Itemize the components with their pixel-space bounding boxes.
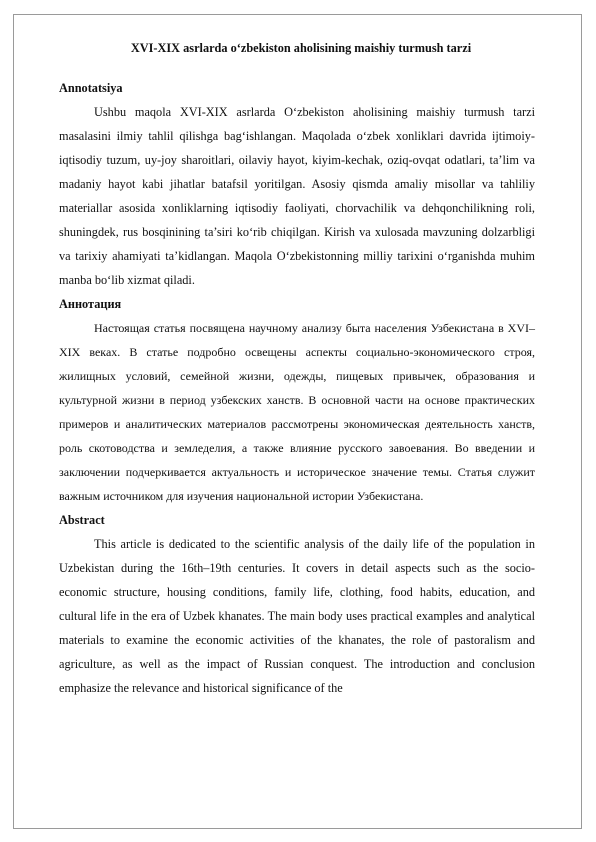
- article-title: XVI-XIX asrlarda o‘zbekiston aholisining maishiy turmush tarzi: [130, 41, 472, 55]
- document-body: [59, 40, 535, 700]
- annotatsiya-text: Ushbu maqola XVI-XIX asrlarda O‘zbekiston aholisining maishiy turmush tarzi masalasini ilmiy tahlil qilishga bag‘ishlangan. Maqolada o‘zbek xonliklari davrida ijtimoiy-iqtisodiy tuzum, uy-joy sharoitlari, oilaviy hayot, kiyim-kechak, oziq-ovqat odatlari, ta’lim va madaniy hayot kabi jihatlar batafsil yoritilgan. Asosiy qismda amaliy misollar va tahliliy materiallar asosida xonliklarning iqtisodiy faoliyati, chorvachilik va dehqonchilikning roli, shuningdek, rus bosqinining ta’siri ko‘rib chiqilgan. Kirish va xulosada mavzuning dolzarbligi va tarixiy ahamiyati ta’kidlangan. Maqola O‘zbekistonning milliy tarixini o‘rganishda muhim manba bo‘lib xizmat qiladi.: [59, 105, 535, 287]
- annotatsiya-ru-text: Настоящая статья посвящена научному анализу быта населения Узбекистана в XVI–XIX веках. В статье подробно освещены аспекты социально-экономического строя, жилищных условий, семейной жизни, одежды, пищевых привычек, образования и культурной жизни в период узбекских ханств. В основной части на основе практических примеров и аналитических материалов рассмотрены экономическая деятельность ханств, роль скотоводства и земледелия, а также влияние русского завоевания. Во введении и заключении подчеркивается актуальность и историческое значение темы. Статья служит важным источником для изучения национальной истории Узбекистана.: [59, 321, 535, 503]
- annotatsiya-ru-heading: Аннотация: [59, 297, 122, 311]
- annotatsiya-heading: Annotatsiya: [59, 81, 123, 95]
- abstract-heading: Abstract: [59, 513, 105, 527]
- abstract-text: This article is dedicated to the scientific analysis of the daily life of the population in Uzbekistan during the 16th–19th centuries. It covers in detail aspects such as the socio-economic structure, housing conditions, family life, clothing, food habits, education, and cultural life in the era of Uzbek khanates. The main body uses practical examples and analytical materials to examine the economic activities of the khanates, the role of pastoralism and agriculture, as well as the impact of Russian conquest. The introduction and conclusion emphasize the relevance and historical significance of the: [59, 537, 535, 695]
